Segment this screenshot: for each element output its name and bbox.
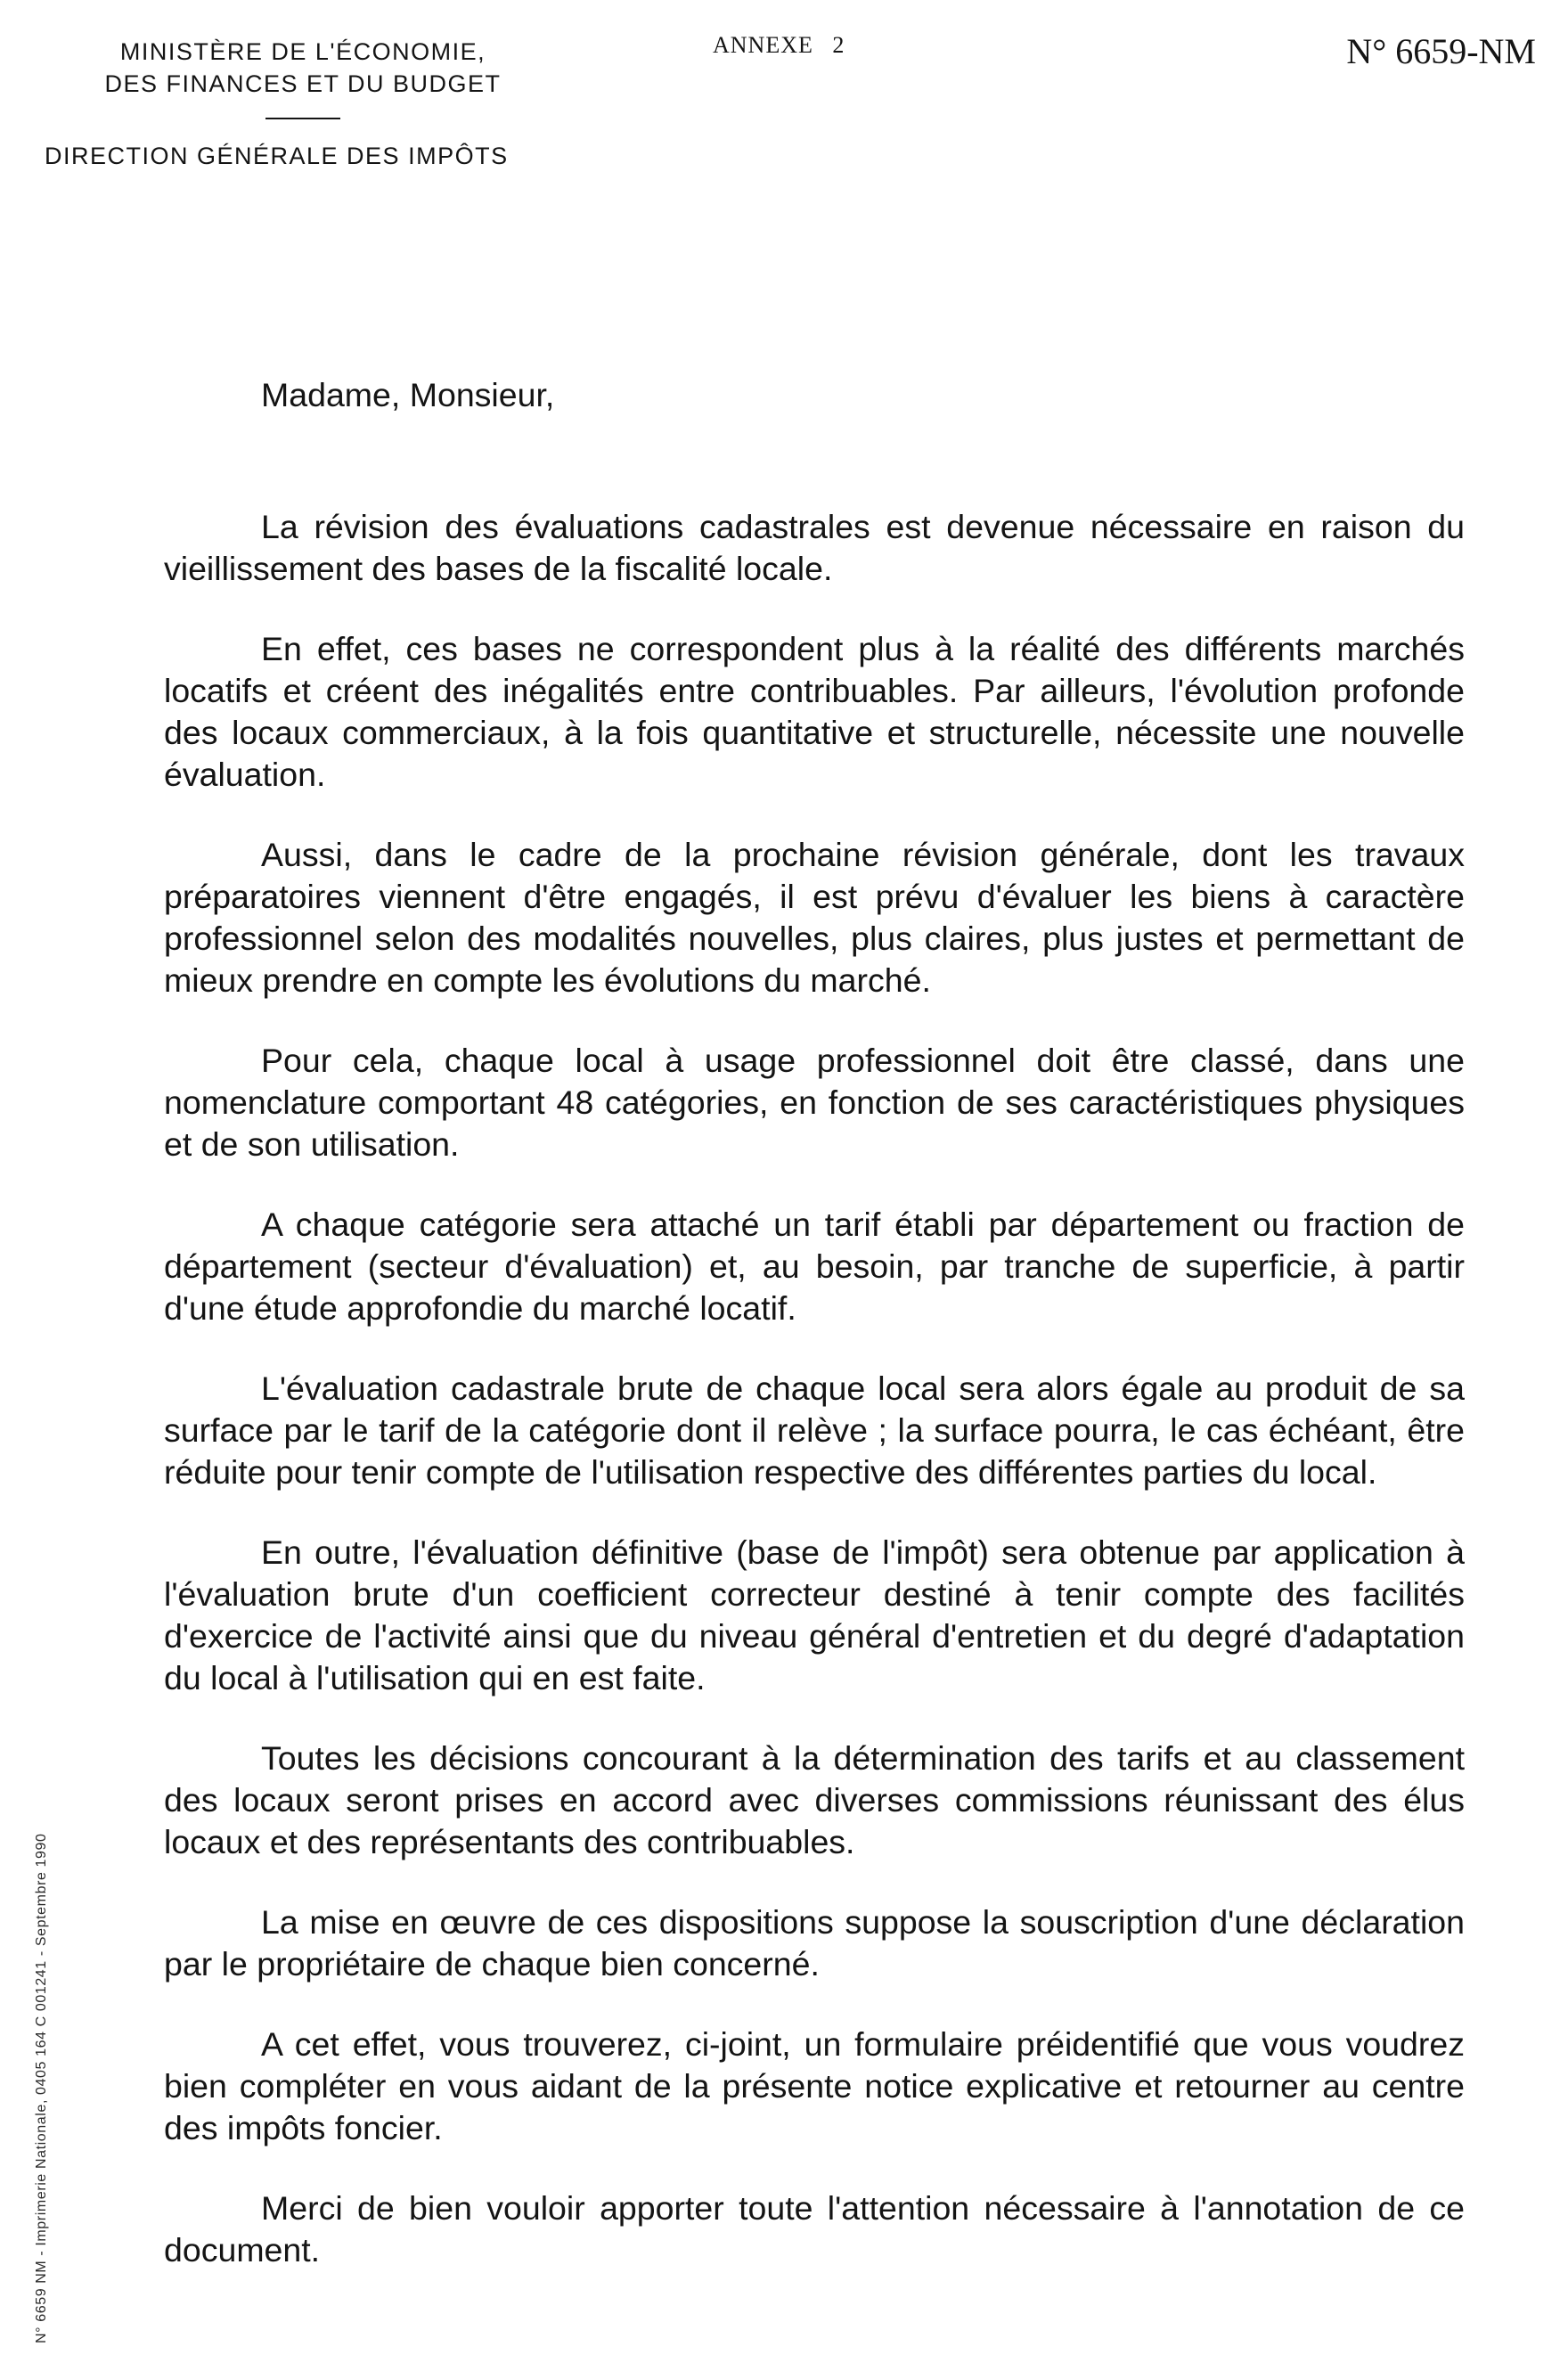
paragraph-6: L'évaluation cadastrale brute de chaque local sera alors égale au produit de sa surface par le tarif de la catégorie dont il relève ; la surface pourra, le cas échéant, être réduite pour tenir compte de l'utilisation respective des différentes parties du local.	[164, 1369, 1465, 1491]
salutation: Madame, Monsieur,	[261, 376, 555, 413]
ministry-line-2: DES FINANCES ET DU BUDGET	[104, 70, 502, 97]
letter-body	[164, 356, 1465, 2271]
ministry-line-1: MINISTÈRE DE L'ÉCONOMIE,	[119, 38, 486, 65]
paragraph-10: A cet effet, vous trouverez, ci-joint, un formulaire préidentifié que vous voudrez bien compléter en vous aidant de la présente notice explicative et retourner au centre des impôts foncier.	[164, 2025, 1465, 2146]
ministry-header	[53, 36, 552, 119]
printer-side-note: N° 6659 NM - Imprimerie Nationale, 0405 164 C 001241 - Septembre 1990	[34, 1833, 49, 2343]
paragraph-5: A chaque catégorie sera attaché un tarif établi par département ou fraction de département (secteur d'évaluation) et, au besoin, par tranche de superficie, à partir d'une étude approfondie du marché locatif.	[164, 1206, 1465, 1327]
direction-title: DIRECTION GÉNÉRALE DES IMPÔTS	[45, 143, 509, 169]
form-number: N° 6659-NM	[1346, 31, 1536, 71]
paragraph-2: En effet, ces bases ne correspondent plus à la réalité des différents marchés locatifs et créent des inégalités entre contribuables. Par ailleurs, l'évolution profonde des locaux commerciaux, à la fois quantitative et structurelle, nécessite une nouvelle évaluation.	[164, 630, 1465, 793]
paragraph-7: En outre, l'évaluation définitive (base de l'impôt) sera obtenue par application à l'évaluation brute d'un coefficient correcteur destiné à tenir compte des facilités d'exercice de l'activité ainsi que du niveau général d'entretien et du degré d'adaptation du local à l'utilisation qui en est faite.	[164, 1533, 1465, 1696]
paragraph-3: Aussi, dans le cadre de la prochaine révision générale, dont les travaux préparatoires viennent d'être engagés, il est prévu d'évaluer les biens à caractère professionnel selon des modalités nouvelles, plus claires, plus justes et permettant de mieux prendre en compte les évolutions du marché.	[164, 836, 1465, 999]
annexe-label: ANNEXE 2	[713, 32, 845, 58]
header-divider	[265, 118, 340, 119]
paragraph-8: Toutes les décisions concourant à la détermination des tarifs et au classement des locaux seront prises en accord avec diverses commissions réunissant des élus locaux et des représentants des contribuables.	[164, 1739, 1465, 1860]
paragraph-4: Pour cela, chaque local à usage professionnel doit être classé, dans une nomenclature comportant 48 catégories, en fonction de ses caractéristiques physiques et de son utilisation.	[164, 1042, 1465, 1163]
paragraph-11: Merci de bien vouloir apporter toute l'attention nécessaire à l'annotation de ce document.	[164, 2189, 1465, 2269]
paragraph-9: La mise en œuvre de ces dispositions suppose la souscription d'une déclaration par le propriétaire de chaque bien concerné.	[164, 1903, 1465, 1983]
paragraph-1: La révision des évaluations cadastrales est devenue nécessaire en raison du vieillissement des bases de la fiscalité locale.	[164, 508, 1465, 587]
